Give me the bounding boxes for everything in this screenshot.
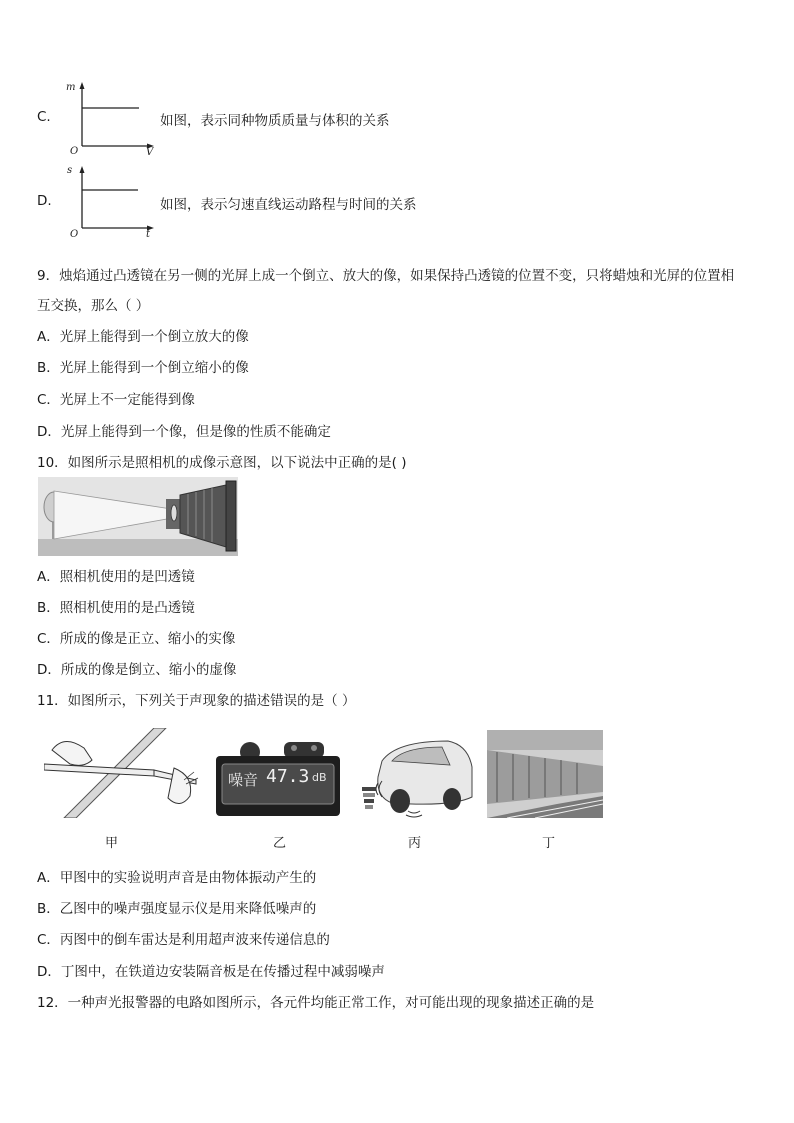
mass-volume-graph xyxy=(62,80,162,156)
q10-option-c: C．所成的像是正立、缩小的实像 xyxy=(37,631,236,647)
noise-unit: dB xyxy=(312,771,327,784)
camera-imaging-figure xyxy=(38,477,238,556)
figure-label-yi: 乙 xyxy=(273,836,287,851)
option-c-letter: C. xyxy=(37,109,51,125)
q9-stem-line1: 9．烛焰通过凸透镜在另一侧的光屏上成一个倒立、放大的像，如果保持凸透镜的位置不变，只将蜡烛和光屏的位置相 xyxy=(37,268,735,284)
q9-stem-line2: 互交换，那么（ ） xyxy=(37,298,150,314)
q10-option-a: A．照相机使用的是凹透镜 xyxy=(37,569,195,585)
figure-label-jia: 甲 xyxy=(105,836,119,851)
axis-y-label: m xyxy=(66,82,76,93)
q10-option-b: B．照相机使用的是凸透镜 xyxy=(37,600,195,616)
axis-x-label: V xyxy=(146,147,154,156)
noise-display-figure xyxy=(216,738,340,818)
ruler-vibration-figure xyxy=(44,728,200,818)
q11-option-c: C．丙图中的倒车雷达是利用超声波来传递信息的 xyxy=(37,932,330,948)
q11-stem: 11．如图所示，下列关于声现象的描述错误的是（ ） xyxy=(37,693,356,709)
sound-barrier-figure xyxy=(487,730,603,818)
option-d-letter: D. xyxy=(37,193,52,209)
axis-x-label: t xyxy=(146,229,151,240)
origin-label: O xyxy=(70,229,79,240)
noise-label: 噪音 xyxy=(228,771,259,789)
origin-label: O xyxy=(70,146,79,156)
q11-option-d: D．丁图中，在铁道边安装隔音板是在传播过程中减弱噪声 xyxy=(37,964,385,980)
q11-option-a: A．甲图中的实验说明声音是由物体振动产生的 xyxy=(37,870,317,886)
figure-label-ding: 丁 xyxy=(542,836,556,851)
q9-option-a: A．光屏上能得到一个倒立放大的像 xyxy=(37,329,249,345)
noise-value: 47.3 xyxy=(266,766,310,787)
figure-label-bing: 丙 xyxy=(408,836,422,851)
q9-option-d: D．光屏上能得到一个像，但是像的性质不能确定 xyxy=(37,424,331,440)
q12-stem: 12．一种声光报警器的电路如图所示，各元件均能正常工作，对可能出现的现象描述正确的是 xyxy=(37,995,595,1011)
q11-option-b: B．乙图中的噪声强度显示仪是用来降低噪声的 xyxy=(37,901,317,917)
q9-option-c: C．光屏上不一定能得到像 xyxy=(37,392,195,408)
axis-y-label: s xyxy=(67,165,73,176)
q10-stem: 10．如图所示是照相机的成像示意图，以下说法中正确的是( ) xyxy=(37,455,407,471)
q10-option-d: D．所成的像是倒立、缩小的虚像 xyxy=(37,662,237,678)
distance-time-graph xyxy=(62,164,162,240)
option-d-text: 如图，表示匀速直线运动路程与时间的关系 xyxy=(160,197,417,213)
q9-option-b: B．光屏上能得到一个倒立缩小的像 xyxy=(37,360,249,376)
option-c-text: 如图，表示同种物质质量与体积的关系 xyxy=(160,113,390,129)
reverse-radar-figure xyxy=(352,737,474,819)
